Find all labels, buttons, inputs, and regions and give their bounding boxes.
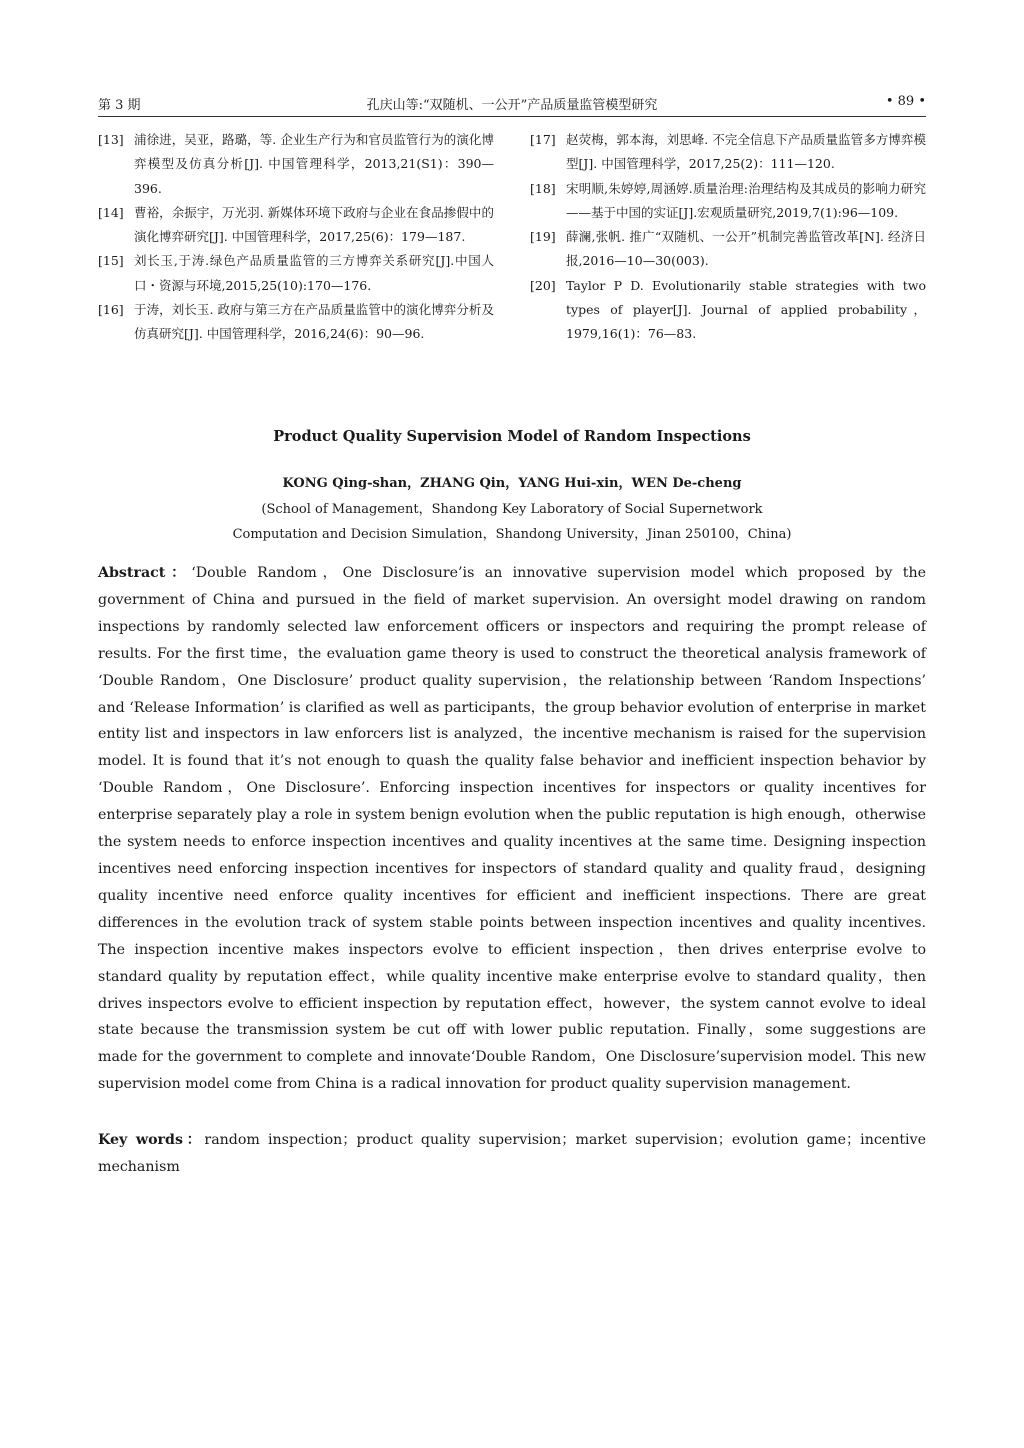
reference-text: 浦徐进，吴亚，路璐，等. 企业生产行为和官员监管行为的演化博弈模型及仿真分析[J]. 中国管理科学，2013,21(S1)：390—396. <box>134 132 494 196</box>
reference-text: 薛澜,张帆. 推广“双随机、一公开”机制完善监管改革[N]. 经济日报,2016—10—30(003). <box>566 229 926 269</box>
issue-label: 第 3 期 <box>98 98 141 113</box>
running-header <box>98 92 926 117</box>
reference-number: [18] <box>530 180 556 196</box>
reference-number: [20] <box>530 277 556 293</box>
paper-affiliation <box>98 497 926 547</box>
reference-number: [17] <box>530 132 556 147</box>
references <box>98 128 926 408</box>
reference-item <box>98 298 494 347</box>
reference-number: [14] <box>98 204 124 220</box>
reference-text: 赵荧梅，郭本海，刘思峰. 不完全信息下产品质量监管多方博弈模型[J]. 中国管理科学，2017,25(2)：111—120. <box>566 132 926 172</box>
paper-title: Product Quality Supervision Model of Random Inspections <box>273 428 751 445</box>
abstract-text: ‘Double Random，One Disclosure’is an innovative supervision model which proposed by the government of China and pursued in the field of market supervision. An oversight model drawing on random inspections by randomly selected law enforcement officers or inspectors and requiring the prompt release of results. For the first time，the evaluation game theory is used to construct the theoretical analysis framework of ‘Double Random，One Disclosure’ product quality supervision，the relationship between ‘Random Inspections’ and ‘Release Information’ is clarified as well as participants，the group behavior evolution of enterprise in market entity list and inspectors in law enforcers list is analyzed，the incentive mechanism is raised for the supervision model. It is found that it’s not enough to quash the quality false behavior and inefficient inspection behavior by ‘Double Random，One Disclosure’. Enforcing inspection incentives for inspectors or quality incentives for enterprise separately play a role in system benign evolution when the public reputation is high enough，otherwise the system needs to enforce inspection incentives and quality incentives at the same time. Designing inspection incentives need enforcing inspection incentives for inspectors of standard quality and quality fraud，designing quality incentive need enforce quality incentives for efficient and inefficient inspections. There are great differences in the evolution track of system stable points between inspection incentives and quality incentives. The inspection incentive makes inspectors evolve to efficient inspection，then drives enterprise evolve to standard quality by reputation effect，while quality incentive make enterprise evolve to standard quality，then drives inspectors evolve to efficient inspection by reputation effect，however，the system cannot evolve to ideal state because the transmission system be cut off with lower public reputation. Finally，some suggestions are made for the government to complete and innovate‘Double Random，One Disclosure’supervision model. This new supervision model come from China is a radical innovation for product quality supervision management. <box>98 565 926 1093</box>
reference-item <box>98 128 494 201</box>
reference-item <box>530 225 926 274</box>
references-left-column <box>98 128 494 347</box>
page-number: • 89 • <box>885 94 926 109</box>
reference-text: 宋明顺,朱婷婷,周涵婷.质量治理:治理结构及其成员的影响力研究——基于中国的实证[J].宏观质量研究,2019,7(1):96—109. <box>566 180 926 220</box>
reference-number: [15] <box>98 253 124 269</box>
reference-item <box>98 201 494 250</box>
paper-authors: KONG Qing-shan，ZHANG Qin，YANG Hui-xin，WEN De-cheng <box>282 476 742 491</box>
reference-number: [19] <box>530 229 556 245</box>
reference-item <box>530 177 926 226</box>
reference-number: [13] <box>98 132 124 147</box>
running-title: 孔庆山等:“双随机、一公开”产品质量监管模型研究 <box>366 98 658 113</box>
reference-text: 刘长玉,于涛.绿色产品质量监管的三方博弈关系研究[J].中国人口・资源与环境,2015,25(10):170—176. <box>134 253 494 293</box>
references-right-column <box>530 128 926 347</box>
affiliation-line: (School of Management，Shandong Key Laboratory of Social Supernetwork <box>261 502 763 517</box>
reference-text: Taylor P D. Evolutionarily stable strategies with two types of player[J]. Journal of applied probability，1979,16(1)：76—83. <box>566 277 926 342</box>
keywords-text: random inspection；product quality supervision；market supervision；evolution game；incentive mechanism <box>98 1132 926 1175</box>
reference-text: 曹裕，余振宇，万光羽. 新媒体环境下政府与企业在食品掺假中的演化博弈研究[J]. 中国管理科学，2017,25(6)：179—187. <box>134 204 494 245</box>
abstract <box>98 560 926 1098</box>
reference-item <box>530 128 926 177</box>
keywords-label: Key words： <box>98 1132 205 1148</box>
reference-item <box>530 274 926 347</box>
keywords <box>98 1127 926 1181</box>
affiliation-line: Computation and Decision Simulation，Shandong University，Jinan 250100，China) <box>232 527 792 542</box>
abstract-label: Abstract： <box>98 565 192 581</box>
reference-item <box>98 249 494 298</box>
reference-number: [16] <box>98 302 124 318</box>
reference-text: 于涛，刘长玉. 政府与第三方在产品质量监管中的演化博弈分析及仿真研究[J]. 中国管理科学，2016,24(6)：90—96. <box>134 302 494 342</box>
